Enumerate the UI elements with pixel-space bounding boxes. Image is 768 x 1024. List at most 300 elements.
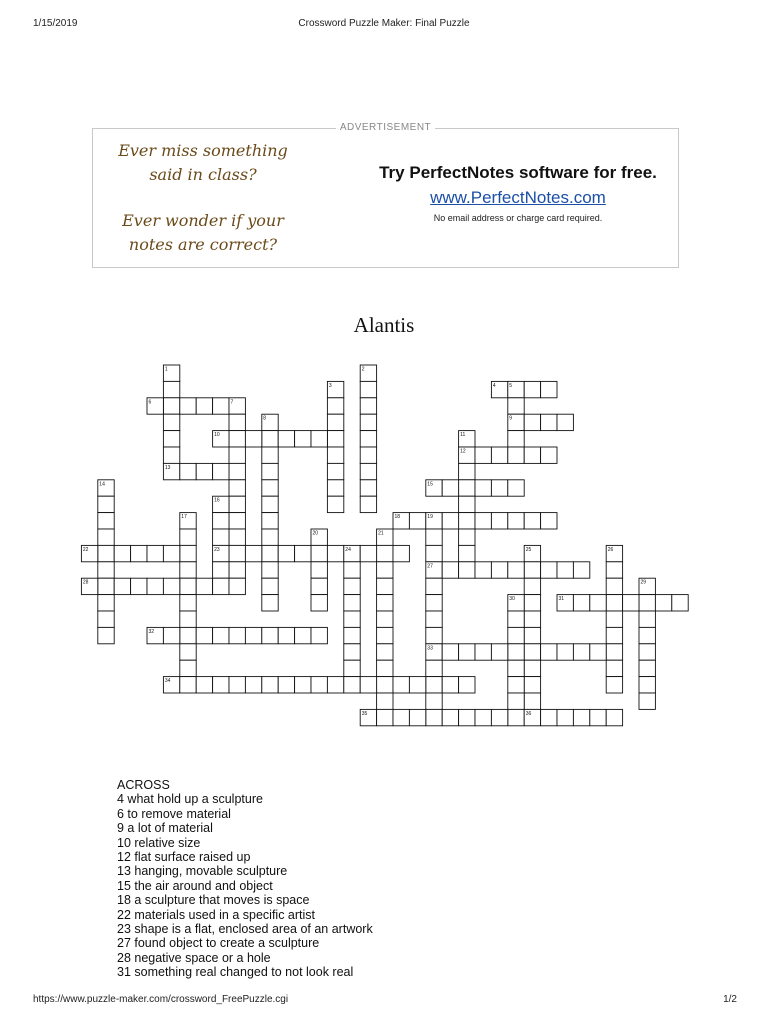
grid-cell[interactable] <box>508 677 524 693</box>
grid-cell[interactable] <box>278 431 294 447</box>
grid-cell[interactable] <box>98 611 114 627</box>
grid-cell[interactable] <box>377 545 393 561</box>
clue-number: 35 <box>361 710 368 717</box>
grid-cell[interactable] <box>459 513 475 529</box>
grid-cell[interactable] <box>377 578 393 594</box>
grid-cell[interactable] <box>229 513 245 529</box>
clue-number: 31 <box>558 596 565 603</box>
clue-number: 15 <box>427 481 433 488</box>
grid-cell[interactable] <box>442 677 458 693</box>
clue-number: 36 <box>525 710 532 717</box>
grid-cell[interactable] <box>541 644 557 660</box>
grid-cell[interactable] <box>491 644 507 660</box>
grid-cell[interactable] <box>360 447 376 463</box>
grid-cell[interactable] <box>508 513 524 529</box>
grid-cell[interactable] <box>573 644 589 660</box>
clue-item: 12 flat surface raised up <box>117 850 251 865</box>
grid-cell[interactable] <box>639 595 655 611</box>
ad-link[interactable]: www.PerfectNotes.com <box>430 188 606 207</box>
grid-cell[interactable] <box>180 578 196 594</box>
clue-item: 13 hanging, movable sculpture <box>117 864 288 879</box>
grid-cell[interactable] <box>426 529 442 545</box>
grid-cell[interactable] <box>524 693 540 709</box>
clue-number: 27 <box>427 563 433 570</box>
grid-cell[interactable] <box>508 693 524 709</box>
grid-cell[interactable] <box>229 529 245 545</box>
grid-cell[interactable] <box>573 709 589 725</box>
grid-cell[interactable] <box>114 545 130 561</box>
grid-cell[interactable] <box>262 545 278 561</box>
grid-cell[interactable] <box>524 562 540 578</box>
grid-cell[interactable] <box>475 709 491 725</box>
grid-cell[interactable] <box>639 627 655 643</box>
grid-cell[interactable] <box>229 545 245 561</box>
grid-cell[interactable] <box>360 414 376 430</box>
clue-number: 14 <box>99 481 105 488</box>
grid-cell[interactable] <box>213 529 229 545</box>
grid-cell[interactable] <box>475 513 491 529</box>
grid-cell[interactable] <box>393 545 409 561</box>
grid-cell[interactable] <box>131 578 147 594</box>
grid-cell[interactable] <box>409 709 425 725</box>
clue-number: 19 <box>427 514 433 521</box>
clue-number: 8 <box>263 415 267 422</box>
grid-cell[interactable] <box>442 480 458 496</box>
grid-cell[interactable] <box>163 627 179 643</box>
grid-cell[interactable] <box>213 513 229 529</box>
grid-cell[interactable] <box>229 496 245 512</box>
grid-cell[interactable] <box>524 381 540 397</box>
grid-cell[interactable] <box>147 578 163 594</box>
grid-cell[interactable] <box>459 545 475 561</box>
grid-cell[interactable] <box>147 545 163 561</box>
grid-cell[interactable] <box>459 529 475 545</box>
grid-cell[interactable] <box>327 545 343 561</box>
grid-cell[interactable] <box>163 431 179 447</box>
ad-headline: Try PerfectNotes software for free. <box>379 163 657 182</box>
print-url: https://www.puzzle-maker.com/crossword_FreePuzzle.cgi <box>33 994 289 1005</box>
grid-cell[interactable] <box>196 463 212 479</box>
grid-cell[interactable] <box>360 480 376 496</box>
grid-cell[interactable] <box>213 627 229 643</box>
grid-cell[interactable] <box>508 398 524 414</box>
grid-cell[interactable] <box>360 398 376 414</box>
grid-cell[interactable] <box>278 545 294 561</box>
grid-cell[interactable] <box>327 463 343 479</box>
grid-cell[interactable] <box>245 431 261 447</box>
grid-cell[interactable] <box>557 644 573 660</box>
clue-number: 23 <box>214 546 220 553</box>
clue-item: 9 a lot of material <box>117 821 213 836</box>
grid-cell[interactable] <box>180 398 196 414</box>
grid-cell[interactable] <box>541 447 557 463</box>
advertisement-label-text: ADVERTISEMENT <box>336 122 435 133</box>
clue-number: 34 <box>164 678 171 685</box>
grid-cell[interactable] <box>229 578 245 594</box>
clue-number: 26 <box>607 546 614 553</box>
clue-item: 4 what hold up a sculpture <box>117 792 263 807</box>
puzzle-title: Alantis <box>353 313 415 337</box>
grid-cell[interactable] <box>639 644 655 660</box>
clue-number: 12 <box>460 448 466 455</box>
grid-cell[interactable] <box>295 627 311 643</box>
clue-number: 22 <box>82 546 89 553</box>
clue-number: 10 <box>214 432 220 439</box>
grid-cell[interactable] <box>180 463 196 479</box>
grid-cell[interactable] <box>524 447 540 463</box>
grid-cell[interactable] <box>327 414 343 430</box>
grid-cell[interactable] <box>360 381 376 397</box>
grid-cell[interactable] <box>262 513 278 529</box>
grid-cell[interactable] <box>377 627 393 643</box>
grid-cell[interactable] <box>262 529 278 545</box>
grid-cell[interactable] <box>180 644 196 660</box>
clue-item: 10 relative size <box>117 835 201 850</box>
grid-cell[interactable] <box>180 595 196 611</box>
grid-cell[interactable] <box>180 677 196 693</box>
clue-number: 30 <box>509 596 515 603</box>
grid-cell[interactable] <box>590 644 606 660</box>
grid-cell[interactable] <box>311 562 327 578</box>
clue-number: 28 <box>82 579 89 586</box>
grid-cell[interactable] <box>541 709 557 725</box>
grid-cell[interactable] <box>229 677 245 693</box>
grid-cell[interactable] <box>311 677 327 693</box>
grid-cell[interactable] <box>623 595 639 611</box>
grid-cell[interactable] <box>541 513 557 529</box>
clue-number: 17 <box>181 514 187 521</box>
grid-cell[interactable] <box>344 660 360 676</box>
grid-cell[interactable] <box>245 627 261 643</box>
grid-cell[interactable] <box>508 447 524 463</box>
grid-cell[interactable] <box>196 627 212 643</box>
grid-cell[interactable] <box>590 709 606 725</box>
grid-cell[interactable] <box>524 644 540 660</box>
ad-note: No email address or charge card required. <box>433 213 603 223</box>
grid-cell[interactable] <box>491 513 507 529</box>
grid-cell[interactable] <box>541 414 557 430</box>
clue-number: 11 <box>460 432 466 439</box>
grid-cell[interactable] <box>573 595 589 611</box>
clue-number: 20 <box>312 530 319 537</box>
grid-cell[interactable] <box>262 627 278 643</box>
grid-cell[interactable] <box>229 463 245 479</box>
clues-heading: ACROSS <box>117 778 170 792</box>
grid-cell[interactable] <box>557 709 573 725</box>
grid-cell[interactable] <box>278 627 294 643</box>
grid-cell[interactable] <box>98 562 114 578</box>
clue-number: 33 <box>427 645 433 652</box>
grid-cell[interactable] <box>377 562 393 578</box>
grid-cell[interactable] <box>98 578 114 594</box>
grid-cell[interactable] <box>606 611 622 627</box>
grid-cell[interactable] <box>459 480 475 496</box>
clue-item: 31 something real changed to not look real <box>117 965 354 980</box>
grid-cell[interactable] <box>459 709 475 725</box>
grid-cell[interactable] <box>639 693 655 709</box>
grid-cell[interactable] <box>163 398 179 414</box>
ad-line: said in class? <box>149 165 257 184</box>
grid-cell[interactable] <box>196 398 212 414</box>
grid-cell[interactable] <box>606 660 622 676</box>
grid-cell[interactable] <box>393 709 409 725</box>
grid-cell[interactable] <box>524 414 540 430</box>
grid-cell[interactable] <box>98 627 114 643</box>
grid-cell[interactable] <box>229 627 245 643</box>
grid-cell[interactable] <box>409 513 425 529</box>
grid-cell[interactable] <box>557 562 573 578</box>
grid-cell[interactable] <box>606 627 622 643</box>
grid-cell[interactable] <box>344 578 360 594</box>
grid-cell[interactable] <box>262 463 278 479</box>
clue-item: 27 found object to create a sculpture <box>117 936 320 951</box>
clue-number: 3 <box>328 382 332 389</box>
clue-number: 13 <box>164 464 171 471</box>
grid-cell[interactable] <box>327 496 343 512</box>
grid-cell[interactable] <box>377 644 393 660</box>
grid-cell[interactable] <box>163 447 179 463</box>
grid-cell[interactable] <box>229 447 245 463</box>
grid-cell[interactable] <box>491 709 507 725</box>
grid-cell[interactable] <box>163 578 179 594</box>
grid-cell[interactable] <box>213 562 229 578</box>
grid-cell[interactable] <box>426 627 442 643</box>
grid-cell[interactable] <box>163 545 179 561</box>
grid-cell[interactable] <box>524 660 540 676</box>
grid-cell[interactable] <box>295 677 311 693</box>
grid-cell[interactable] <box>606 578 622 594</box>
grid-cell[interactable] <box>163 414 179 430</box>
grid-cell[interactable] <box>377 693 393 709</box>
print-title: Crossword Puzzle Maker: Final Puzzle <box>298 18 470 29</box>
grid-cell[interactable] <box>377 709 393 725</box>
grid-cell[interactable] <box>311 431 327 447</box>
clue-number: 1 <box>164 366 168 373</box>
grid-cell[interactable] <box>426 677 442 693</box>
grid-cell[interactable] <box>573 562 589 578</box>
clue-number: 18 <box>394 514 401 521</box>
grid-cell[interactable] <box>426 595 442 611</box>
grid-cell[interactable] <box>262 595 278 611</box>
grid-cell[interactable] <box>377 595 393 611</box>
grid-cell[interactable] <box>524 611 540 627</box>
grid-cell[interactable] <box>508 644 524 660</box>
grid-cell[interactable] <box>213 463 229 479</box>
clue-number: 32 <box>148 628 155 635</box>
grid-cell[interactable] <box>262 431 278 447</box>
grid-cell[interactable] <box>311 578 327 594</box>
grid-cell[interactable] <box>229 480 245 496</box>
grid-cell[interactable] <box>606 595 622 611</box>
grid-cell[interactable] <box>524 627 540 643</box>
grid-cell[interactable] <box>163 381 179 397</box>
grid-cell[interactable] <box>229 431 245 447</box>
clue-number: 29 <box>640 579 647 586</box>
grid-cell[interactable] <box>508 709 524 725</box>
grid-cell[interactable] <box>606 562 622 578</box>
grid-cell[interactable] <box>508 611 524 627</box>
grid-cell[interactable] <box>426 578 442 594</box>
clue-number: 21 <box>378 530 384 537</box>
grid-cell[interactable] <box>426 693 442 709</box>
clue-number: 4 <box>492 382 496 389</box>
grid-cell[interactable] <box>327 677 343 693</box>
grid-cell[interactable] <box>360 545 376 561</box>
clue-number: 5 <box>509 382 513 389</box>
grid-cell[interactable] <box>180 611 196 627</box>
grid-cell[interactable] <box>262 447 278 463</box>
grid-cell[interactable] <box>590 595 606 611</box>
grid-cell[interactable] <box>541 562 557 578</box>
page-number: 1/2 <box>723 994 737 1005</box>
grid-cell[interactable] <box>475 562 491 578</box>
ad-line: Ever wonder if your <box>122 211 284 230</box>
grid-cell[interactable] <box>360 431 376 447</box>
grid-cell[interactable] <box>508 480 524 496</box>
grid-cell[interactable] <box>311 545 327 561</box>
grid-cell[interactable] <box>262 562 278 578</box>
grid-cell[interactable] <box>180 529 196 545</box>
grid-cell[interactable] <box>377 677 393 693</box>
grid-cell[interactable] <box>475 480 491 496</box>
grid-cell[interactable] <box>327 398 343 414</box>
grid-cell[interactable] <box>672 595 688 611</box>
grid-cell[interactable] <box>360 496 376 512</box>
grid-cell[interactable] <box>508 627 524 643</box>
grid-cell[interactable] <box>262 578 278 594</box>
grid-cell[interactable] <box>508 660 524 676</box>
grid-cell[interactable] <box>311 627 327 643</box>
grid-cell[interactable] <box>98 513 114 529</box>
grid-cell[interactable] <box>98 595 114 611</box>
clue-item: 22 materials used in a specific artist <box>117 907 316 922</box>
grid-cell[interactable] <box>344 611 360 627</box>
grid-cell[interactable] <box>606 644 622 660</box>
grid-cell[interactable] <box>229 414 245 430</box>
clue-number: 25 <box>525 546 532 553</box>
grid-cell[interactable] <box>459 644 475 660</box>
grid-cell[interactable] <box>524 578 540 594</box>
grid-cell[interactable] <box>377 660 393 676</box>
grid-cell[interactable] <box>557 414 573 430</box>
ad-line: notes are correct? <box>128 235 278 254</box>
grid-cell[interactable] <box>426 660 442 676</box>
grid-cell[interactable] <box>442 513 458 529</box>
grid-cell[interactable] <box>295 431 311 447</box>
grid-cell[interactable] <box>213 398 229 414</box>
grid-cell[interactable] <box>245 677 261 693</box>
grid-cell[interactable] <box>229 562 245 578</box>
clue-item: 23 shape is a flat, enclosed area of an artwork <box>117 922 373 937</box>
grid-cell[interactable] <box>98 496 114 512</box>
grid-cell[interactable] <box>606 677 622 693</box>
grid-cell[interactable] <box>262 480 278 496</box>
grid-cell[interactable] <box>344 644 360 660</box>
grid-cell[interactable] <box>475 447 491 463</box>
grid-cell[interactable] <box>180 660 196 676</box>
grid-cell[interactable] <box>606 709 622 725</box>
grid-cell[interactable] <box>442 709 458 725</box>
grid-cell[interactable] <box>327 431 343 447</box>
grid-cell[interactable] <box>442 644 458 660</box>
grid-cell[interactable] <box>409 677 425 693</box>
grid-cell[interactable] <box>180 627 196 643</box>
grid-cell[interactable] <box>344 562 360 578</box>
grid-cell[interactable] <box>131 545 147 561</box>
clue-number: 2 <box>361 366 365 373</box>
grid-cell[interactable] <box>196 677 212 693</box>
grid-cell[interactable] <box>426 709 442 725</box>
grid-cell[interactable] <box>98 545 114 561</box>
grid-cell[interactable] <box>508 431 524 447</box>
grid-cell[interactable] <box>262 677 278 693</box>
clue-item: 6 to remove material <box>117 806 231 821</box>
grid-cell[interactable] <box>524 677 540 693</box>
grid-cell[interactable] <box>639 677 655 693</box>
grid-cell[interactable] <box>327 480 343 496</box>
clue-list <box>117 778 373 980</box>
grid-cell[interactable] <box>245 545 261 561</box>
grid-cell[interactable] <box>491 447 507 463</box>
grid-cell[interactable] <box>459 496 475 512</box>
grid-cell[interactable] <box>459 677 475 693</box>
grid-cell[interactable] <box>426 545 442 561</box>
grid-cell[interactable] <box>459 463 475 479</box>
grid-cell[interactable] <box>639 611 655 627</box>
grid-cell[interactable] <box>278 677 294 693</box>
grid-cell[interactable] <box>541 381 557 397</box>
grid-cell[interactable] <box>213 677 229 693</box>
grid-cell[interactable] <box>98 529 114 545</box>
clue-number: 24 <box>345 546 351 553</box>
grid-cell[interactable] <box>180 545 196 561</box>
grid-cell[interactable] <box>426 611 442 627</box>
grid-cell[interactable] <box>655 595 671 611</box>
grid-cell[interactable] <box>344 627 360 643</box>
grid-cell[interactable] <box>213 578 229 594</box>
print-date: 1/15/2019 <box>33 18 78 29</box>
grid-cell[interactable] <box>114 578 130 594</box>
grid-cell[interactable] <box>491 562 507 578</box>
grid-cell[interactable] <box>196 578 212 594</box>
ad-line: Ever miss something <box>118 141 288 160</box>
clue-number: 7 <box>230 399 234 406</box>
grid-cell[interactable] <box>344 595 360 611</box>
clue-item: 18 a sculpture that moves is space <box>117 893 310 908</box>
grid-cell[interactable] <box>360 677 376 693</box>
grid-cell[interactable] <box>442 562 458 578</box>
grid-cell[interactable] <box>327 447 343 463</box>
grid-cell[interactable] <box>180 562 196 578</box>
grid-cell[interactable] <box>377 611 393 627</box>
grid-cell[interactable] <box>639 660 655 676</box>
grid-cell[interactable] <box>475 644 491 660</box>
grid-cell[interactable] <box>295 545 311 561</box>
grid-cell[interactable] <box>524 595 540 611</box>
grid-cell[interactable] <box>524 513 540 529</box>
clue-item: 15 the air around and object <box>117 878 273 893</box>
grid-cell[interactable] <box>459 562 475 578</box>
clue-number: 6 <box>148 399 152 406</box>
grid-cell[interactable] <box>393 677 409 693</box>
grid-cell[interactable] <box>262 496 278 512</box>
grid-cell[interactable] <box>344 677 360 693</box>
clue-number: 9 <box>509 415 513 422</box>
grid-cell[interactable] <box>508 562 524 578</box>
grid-cell[interactable] <box>491 480 507 496</box>
grid-cell[interactable] <box>311 595 327 611</box>
grid-cell[interactable] <box>360 463 376 479</box>
